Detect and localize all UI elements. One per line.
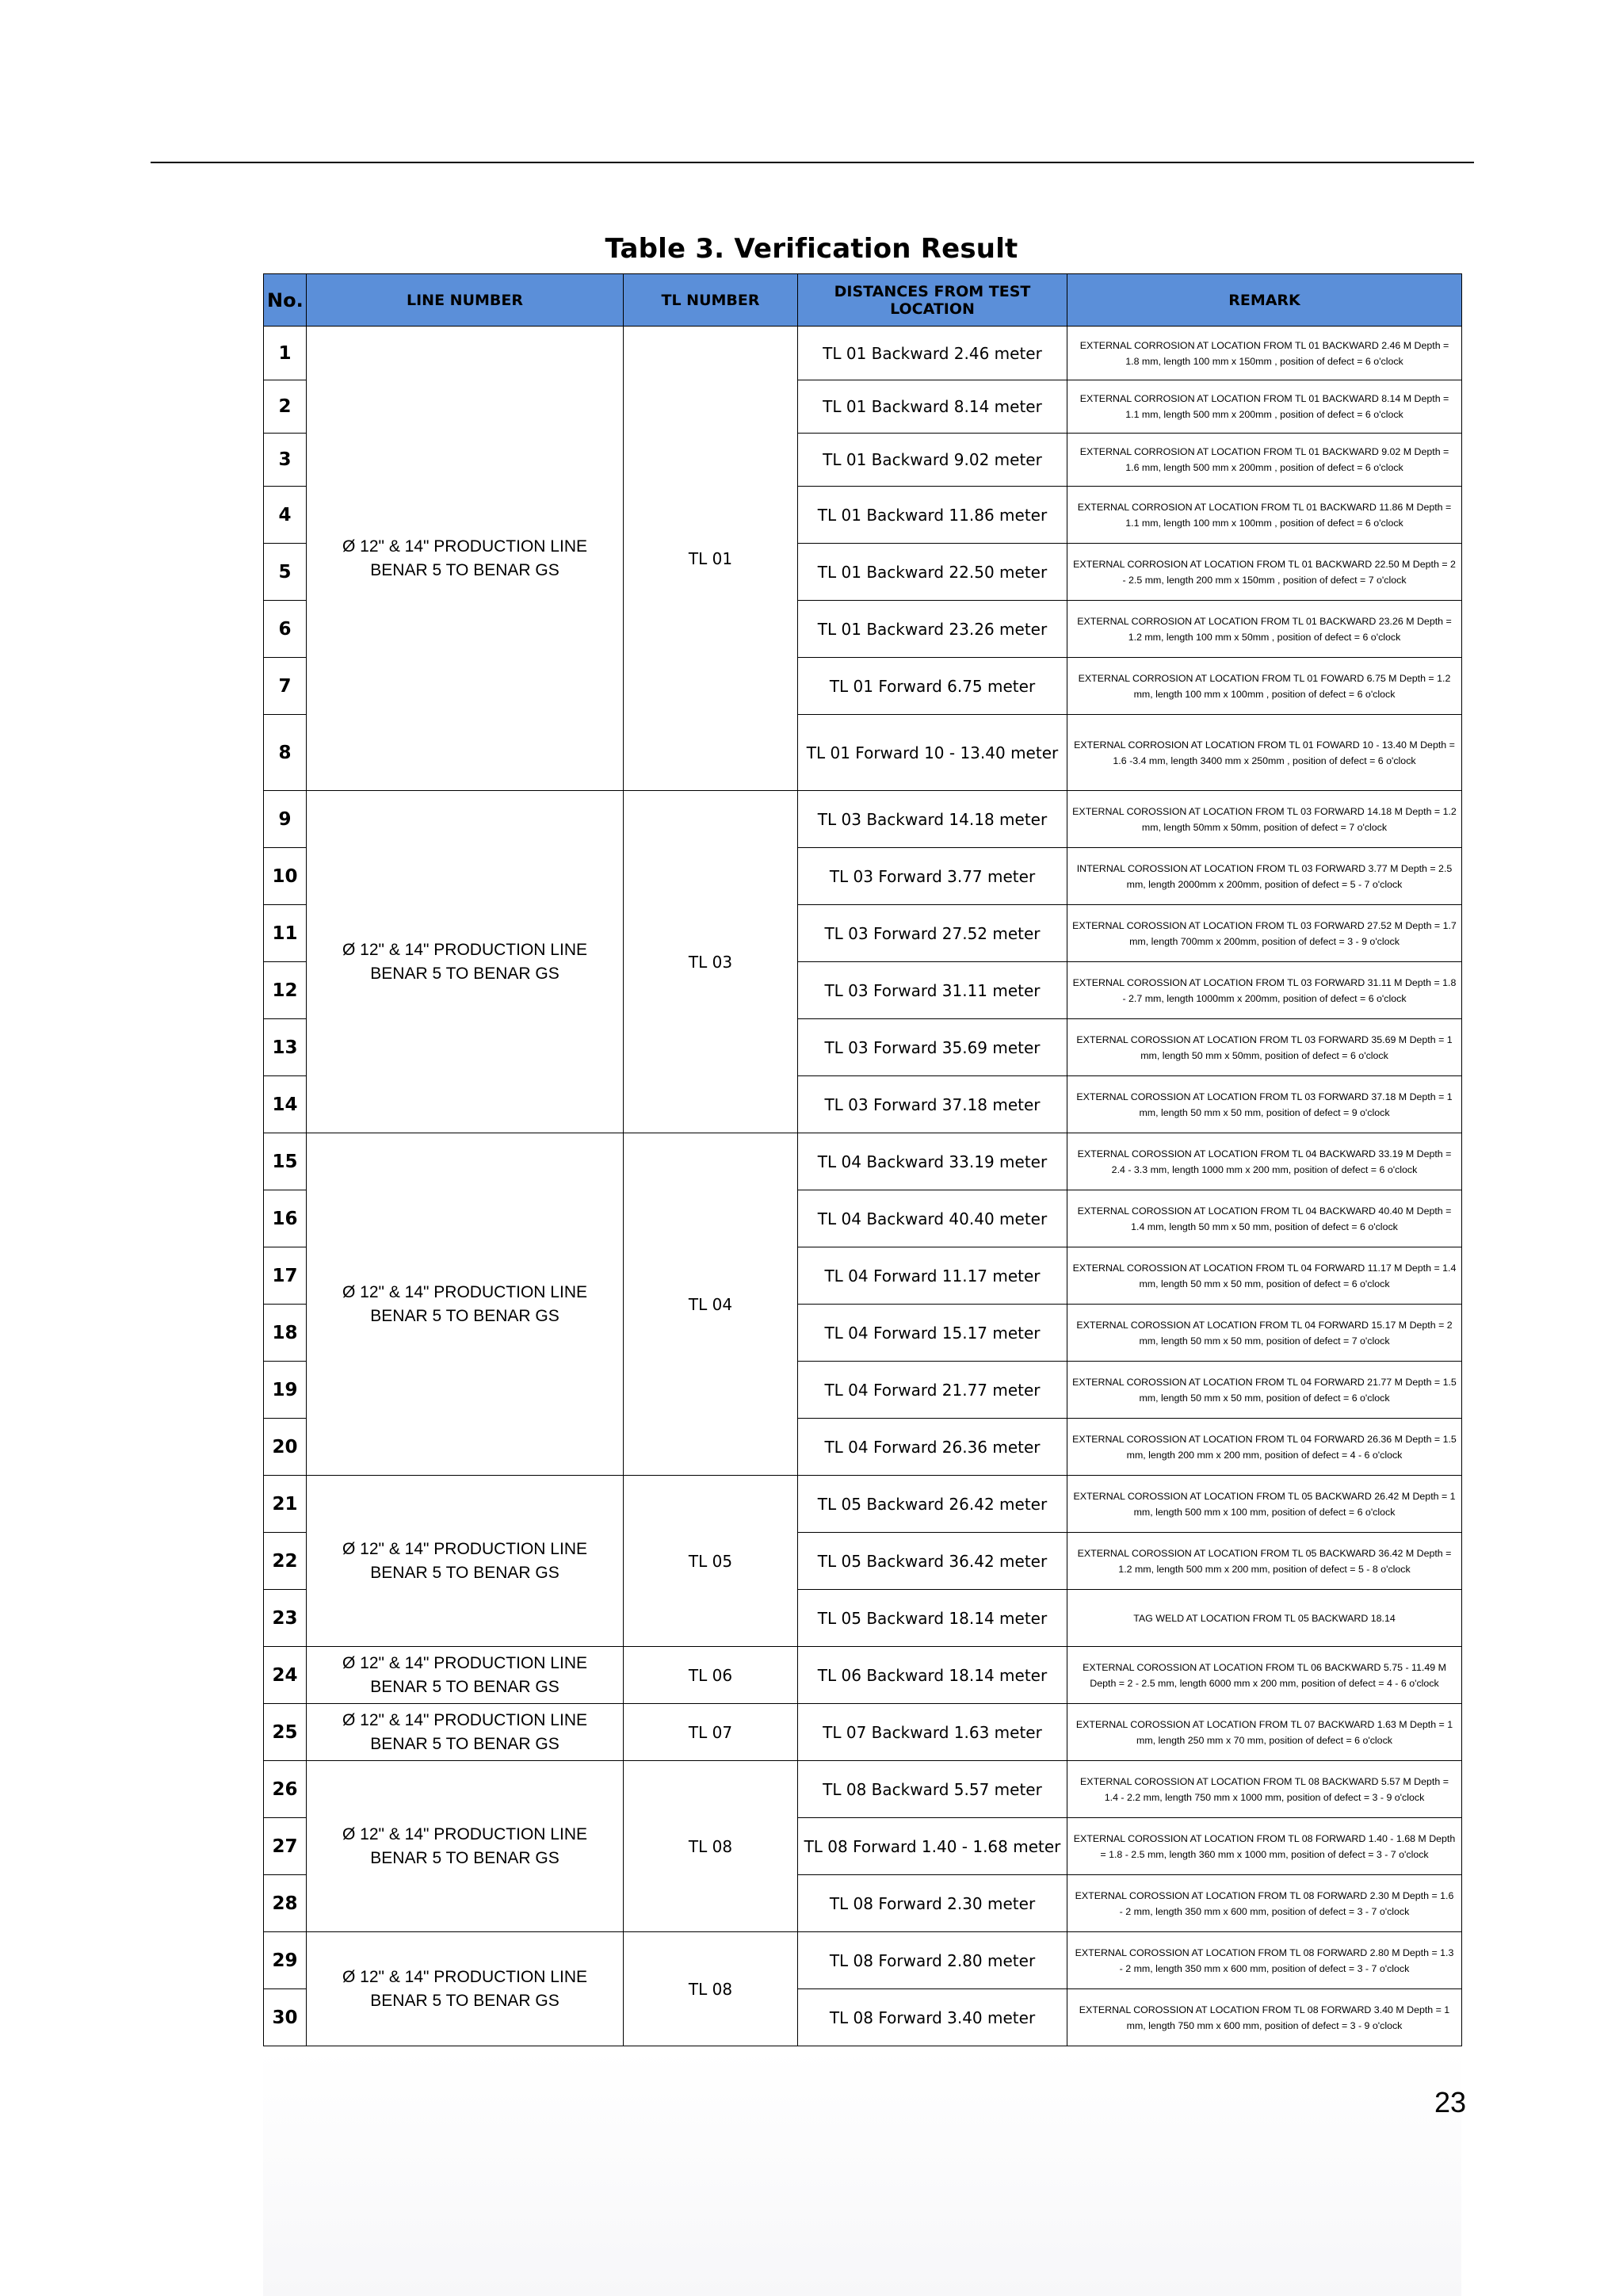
col-header-remark: REMARK [1067,274,1462,327]
remark-cell: EXTERNAL COROSSION AT LOCATION FROM TL 03 FORWARD 14.18 M Depth = 1.2 mm, length 50mm x 50mm, position of defect = 7 o'clock [1067,791,1462,848]
table-row [264,1704,1462,1761]
row-number: 23 [264,1590,307,1647]
row-number: 13 [264,1019,307,1076]
row-number: 7 [264,658,307,715]
table-header-row [264,274,1462,327]
remark-cell: EXTERNAL COROSSION AT LOCATION FROM TL 08 FORWARD 1.40 - 1.68 M Depth = 1.8 - 2.5 mm, length 360 mm x 1000 mm, position of defect = 3 - 7 o'clock [1067,1818,1462,1875]
row-number: 11 [264,905,307,962]
distance-cell: TL 08 Forward 2.30 meter [798,1875,1067,1932]
row-number: 20 [264,1419,307,1476]
remark-cell: INTERNAL COROSSION AT LOCATION FROM TL 03 FORWARD 3.77 M Depth = 2.5 mm, length 2000mm x 200mm, position of defect = 5 - 7 o'clock [1067,848,1462,905]
tl-number-cell: TL 04 [624,1133,798,1476]
tl-number-cell: TL 03 [624,791,798,1133]
remark-cell: EXTERNAL COROSSION AT LOCATION FROM TL 03 FORWARD 27.52 M Depth = 1.7 mm, length 700mm x 200mm, position of defect = 3 - 9 o'clock [1067,905,1462,962]
distance-cell: TL 06 Backward 18.14 meter [798,1647,1067,1704]
row-number: 3 [264,434,307,487]
tl-number-cell: TL 08 [624,1761,798,1932]
remark-cell: EXTERNAL COROSSION AT LOCATION FROM TL 04 BACKWARD 40.40 M Depth = 1.4 mm, length 50 mm x 50 mm, position of defect = 6 o'clock [1067,1190,1462,1247]
line-number-cell: Ø 12" & 14" PRODUCTION LINE BENAR 5 TO BENAR GS [307,791,624,1133]
remark-cell: EXTERNAL COROSSION AT LOCATION FROM TL 04 FORWARD 15.17 M Depth = 2 mm, length 50 mm x 50 mm, position of defect = 7 o'clock [1067,1305,1462,1362]
page-number: 23 [1434,2086,1467,2118]
distance-cell: TL 01 Forward 6.75 meter [798,658,1067,715]
distance-cell: TL 04 Forward 11.17 meter [798,1247,1067,1305]
row-number: 6 [264,601,307,658]
col-header-distance: DISTANCES FROM TEST LOCATION [798,274,1067,327]
distance-cell: TL 03 Forward 27.52 meter [798,905,1067,962]
row-number: 18 [264,1305,307,1362]
row-number: 10 [264,848,307,905]
distance-cell: TL 01 Backward 9.02 meter [798,434,1067,487]
distance-cell: TL 08 Backward 5.57 meter [798,1761,1067,1818]
remark-cell: EXTERNAL COROSSION AT LOCATION FROM TL 08 FORWARD 2.80 M Depth = 1.3 - 2 mm, length 350 mm x 600 mm, position of defect = 3 - 7 o'clock [1067,1932,1462,1989]
remark-cell: EXTERNAL CORROSION AT LOCATION FROM TL 01 BACKWARD 11.86 M Depth = 1.1 mm, length 100 mm x 100mm , position of defect = 6 o'clock [1067,487,1462,544]
row-number: 24 [264,1647,307,1704]
distance-cell: TL 04 Forward 26.36 meter [798,1419,1067,1476]
table-row [264,1932,1462,1989]
row-number: 29 [264,1932,307,1989]
distance-cell: TL 05 Backward 18.14 meter [798,1590,1067,1647]
row-number: 2 [264,380,307,434]
remark-cell: EXTERNAL COROSSION AT LOCATION FROM TL 08 FORWARD 3.40 M Depth = 1 mm, length 750 mm x 600 mm, position of defect = 3 - 9 o'clock [1067,1989,1462,2046]
distance-cell: TL 08 Forward 3.40 meter [798,1989,1067,2046]
row-number: 16 [264,1190,307,1247]
table-row [264,1133,1462,1190]
distance-cell: TL 03 Forward 3.77 meter [798,848,1067,905]
table-row [264,1647,1462,1704]
col-header-no: No. [264,274,307,327]
distance-cell: TL 05 Backward 26.42 meter [798,1476,1067,1533]
remark-cell: EXTERNAL COROSSION AT LOCATION FROM TL 04 FORWARD 26.36 M Depth = 1.5 mm, length 200 mm x 200 mm, position of defect = 4 - 6 o'clock [1067,1419,1462,1476]
line-number-cell: Ø 12" & 14" PRODUCTION LINE BENAR 5 TO BENAR GS [307,1932,624,2046]
tl-number-cell: TL 08 [624,1932,798,2046]
row-number: 9 [264,791,307,848]
distance-cell: TL 01 Backward 11.86 meter [798,487,1067,544]
distance-cell: TL 01 Forward 10 - 13.40 meter [798,715,1067,791]
row-number: 26 [264,1761,307,1818]
remark-cell: TAG WELD AT LOCATION FROM TL 05 BACKWARD 18.14 [1067,1590,1462,1647]
row-number: 30 [264,1989,307,2046]
page-footer-area [263,2049,1461,2296]
distance-cell: TL 03 Forward 35.69 meter [798,1019,1067,1076]
remark-cell: EXTERNAL CORROSION AT LOCATION FROM TL 01 FOWARD 6.75 M Depth = 1.2 mm, length 100 mm x 100mm , position of defect = 6 o'clock [1067,658,1462,715]
table-row [264,327,1462,380]
remark-cell: EXTERNAL COROSSION AT LOCATION FROM TL 08 BACKWARD 5.57 M Depth = 1.4 - 2.2 mm, length 750 mm x 1000 mm, position of defect = 3 - 9 o'clock [1067,1761,1462,1818]
row-number: 5 [264,544,307,601]
distance-cell: TL 04 Backward 40.40 meter [798,1190,1067,1247]
remark-cell: EXTERNAL COROSSION AT LOCATION FROM TL 04 FORWARD 11.17 M Depth = 1.4 mm, length 50 mm x 50 mm, position of defect = 6 o'clock [1067,1247,1462,1305]
remark-cell: EXTERNAL COROSSION AT LOCATION FROM TL 04 BACKWARD 33.19 M Depth = 2.4 - 3.3 mm, length 1000 mm x 200 mm, position of defect = 6 o'clock [1067,1133,1462,1190]
distance-cell: TL 04 Forward 15.17 meter [798,1305,1067,1362]
remark-cell: EXTERNAL COROSSION AT LOCATION FROM TL 05 BACKWARD 36.42 M Depth = 1.2 mm, length 500 mm x 200 mm, position of defect = 5 - 8 o'clock [1067,1533,1462,1590]
tl-number-cell: TL 06 [624,1647,798,1704]
row-number: 27 [264,1818,307,1875]
remark-cell: EXTERNAL COROSSION AT LOCATION FROM TL 04 FORWARD 21.77 M Depth = 1.5 mm, length 50 mm x 50 mm, position of defect = 6 o'clock [1067,1362,1462,1419]
col-header-line-number: LINE NUMBER [307,274,624,327]
row-number: 17 [264,1247,307,1305]
line-number-cell: Ø 12" & 14" PRODUCTION LINE BENAR 5 TO BENAR GS [307,327,624,791]
remark-cell: EXTERNAL COROSSION AT LOCATION FROM TL 03 FORWARD 31.11 M Depth = 1.8 - 2.7 mm, length 1000mm x 200mm, position of defect = 6 o'clock [1067,962,1462,1019]
remark-cell: EXTERNAL COROSSION AT LOCATION FROM TL 06 BACKWARD 5.75 - 11.49 M Depth = 2 - 2.5 mm, length 6000 mm x 200 mm, position of defect = 4 - 6 o'clock [1067,1647,1462,1704]
remark-cell: EXTERNAL CORROSION AT LOCATION FROM TL 01 BACKWARD 22.50 M Depth = 2 - 2.5 mm, length 200 mm x 150mm , position of defect = 7 o'clock [1067,544,1462,601]
remark-cell: EXTERNAL CORROSION AT LOCATION FROM TL 01 BACKWARD 8.14 M Depth = 1.1 mm, length 500 mm x 200mm , position of defect = 6 o'clock [1067,380,1462,434]
distance-cell: TL 08 Forward 1.40 - 1.68 meter [798,1818,1067,1875]
remark-cell: EXTERNAL CORROSION AT LOCATION FROM TL 01 BACKWARD 23.26 M Depth = 1.2 mm, length 100 mm x 50mm , position of defect = 6 o'clock [1067,601,1462,658]
table-title: Table 3. Verification Result [605,233,1018,265]
distance-cell: TL 07 Backward 1.63 meter [798,1704,1067,1761]
tl-number-cell: TL 07 [624,1704,798,1761]
distance-cell: TL 03 Forward 31.11 meter [798,962,1067,1019]
remark-cell: EXTERNAL CORROSION AT LOCATION FROM TL 01 BACKWARD 9.02 M Depth = 1.6 mm, length 500 mm x 200mm , position of defect = 6 o'clock [1067,434,1462,487]
distance-cell: TL 03 Backward 14.18 meter [798,791,1067,848]
remark-cell: EXTERNAL COROSSION AT LOCATION FROM TL 08 FORWARD 2.30 M Depth = 1.6 - 2 mm, length 350 mm x 600 mm, position of defect = 3 - 7 o'clock [1067,1875,1462,1932]
row-number: 25 [264,1704,307,1761]
distance-cell: TL 05 Backward 36.42 meter [798,1533,1067,1590]
row-number: 19 [264,1362,307,1419]
row-number: 15 [264,1133,307,1190]
line-number-cell: Ø 12" & 14" PRODUCTION LINE BENAR 5 TO BENAR GS [307,1761,624,1932]
distance-cell: TL 01 Backward 8.14 meter [798,380,1067,434]
remark-cell: EXTERNAL COROSSION AT LOCATION FROM TL 07 BACKWARD 1.63 M Depth = 1 mm, length 250 mm x 70 mm, position of defect = 6 o'clock [1067,1704,1462,1761]
row-number: 12 [264,962,307,1019]
distance-cell: TL 04 Forward 21.77 meter [798,1362,1067,1419]
line-number-cell: Ø 12" & 14" PRODUCTION LINE BENAR 5 TO BENAR GS [307,1647,624,1704]
line-number-cell: Ø 12" & 14" PRODUCTION LINE BENAR 5 TO BENAR GS [307,1704,624,1761]
tl-number-cell: TL 01 [624,327,798,791]
remark-cell: EXTERNAL CORROSION AT LOCATION FROM TL 01 BACKWARD 2.46 M Depth = 1.8 mm, length 100 mm x 150mm , position of defect = 6 o'clock [1067,327,1462,380]
table-row [264,1761,1462,1818]
remark-cell: EXTERNAL CORROSION AT LOCATION FROM TL 01 FOWARD 10 - 13.40 M Depth = 1.6 -3.4 mm, length 3400 mm x 250mm , position of defect = 6 o'clock [1067,715,1462,791]
row-number: 4 [264,487,307,544]
line-number-cell: Ø 12" & 14" PRODUCTION LINE BENAR 5 TO BENAR GS [307,1476,624,1647]
row-number: 28 [264,1875,307,1932]
tl-number-cell: TL 05 [624,1476,798,1647]
distance-cell: TL 01 Backward 22.50 meter [798,544,1067,601]
row-number: 1 [264,327,307,380]
distance-cell: TL 04 Backward 33.19 meter [798,1133,1067,1190]
row-number: 8 [264,715,307,791]
distance-cell: TL 01 Backward 2.46 meter [798,327,1067,380]
remark-cell: EXTERNAL COROSSION AT LOCATION FROM TL 03 FORWARD 35.69 M Depth = 1 mm, length 50 mm x 50mm, position of defect = 6 o'clock [1067,1019,1462,1076]
row-number: 21 [264,1476,307,1533]
col-header-tl-number: TL NUMBER [624,274,798,327]
row-number: 14 [264,1076,307,1133]
distance-cell: TL 01 Backward 23.26 meter [798,601,1067,658]
table-row [264,1476,1462,1533]
line-number-cell: Ø 12" & 14" PRODUCTION LINE BENAR 5 TO BENAR GS [307,1133,624,1476]
table-row [264,791,1462,848]
distance-cell: TL 08 Forward 2.80 meter [798,1932,1067,1989]
row-number: 22 [264,1533,307,1590]
remark-cell: EXTERNAL COROSSION AT LOCATION FROM TL 03 FORWARD 37.18 M Depth = 1 mm, length 50 mm x 50 mm, position of defect = 9 o'clock [1067,1076,1462,1133]
distance-cell: TL 03 Forward 37.18 meter [798,1076,1067,1133]
remark-cell: EXTERNAL COROSSION AT LOCATION FROM TL 05 BACKWARD 26.42 M Depth = 1 mm, length 500 mm x 100 mm, position of defect = 6 o'clock [1067,1476,1462,1533]
verification-table [263,273,1462,2046]
header-rule [151,162,1474,163]
